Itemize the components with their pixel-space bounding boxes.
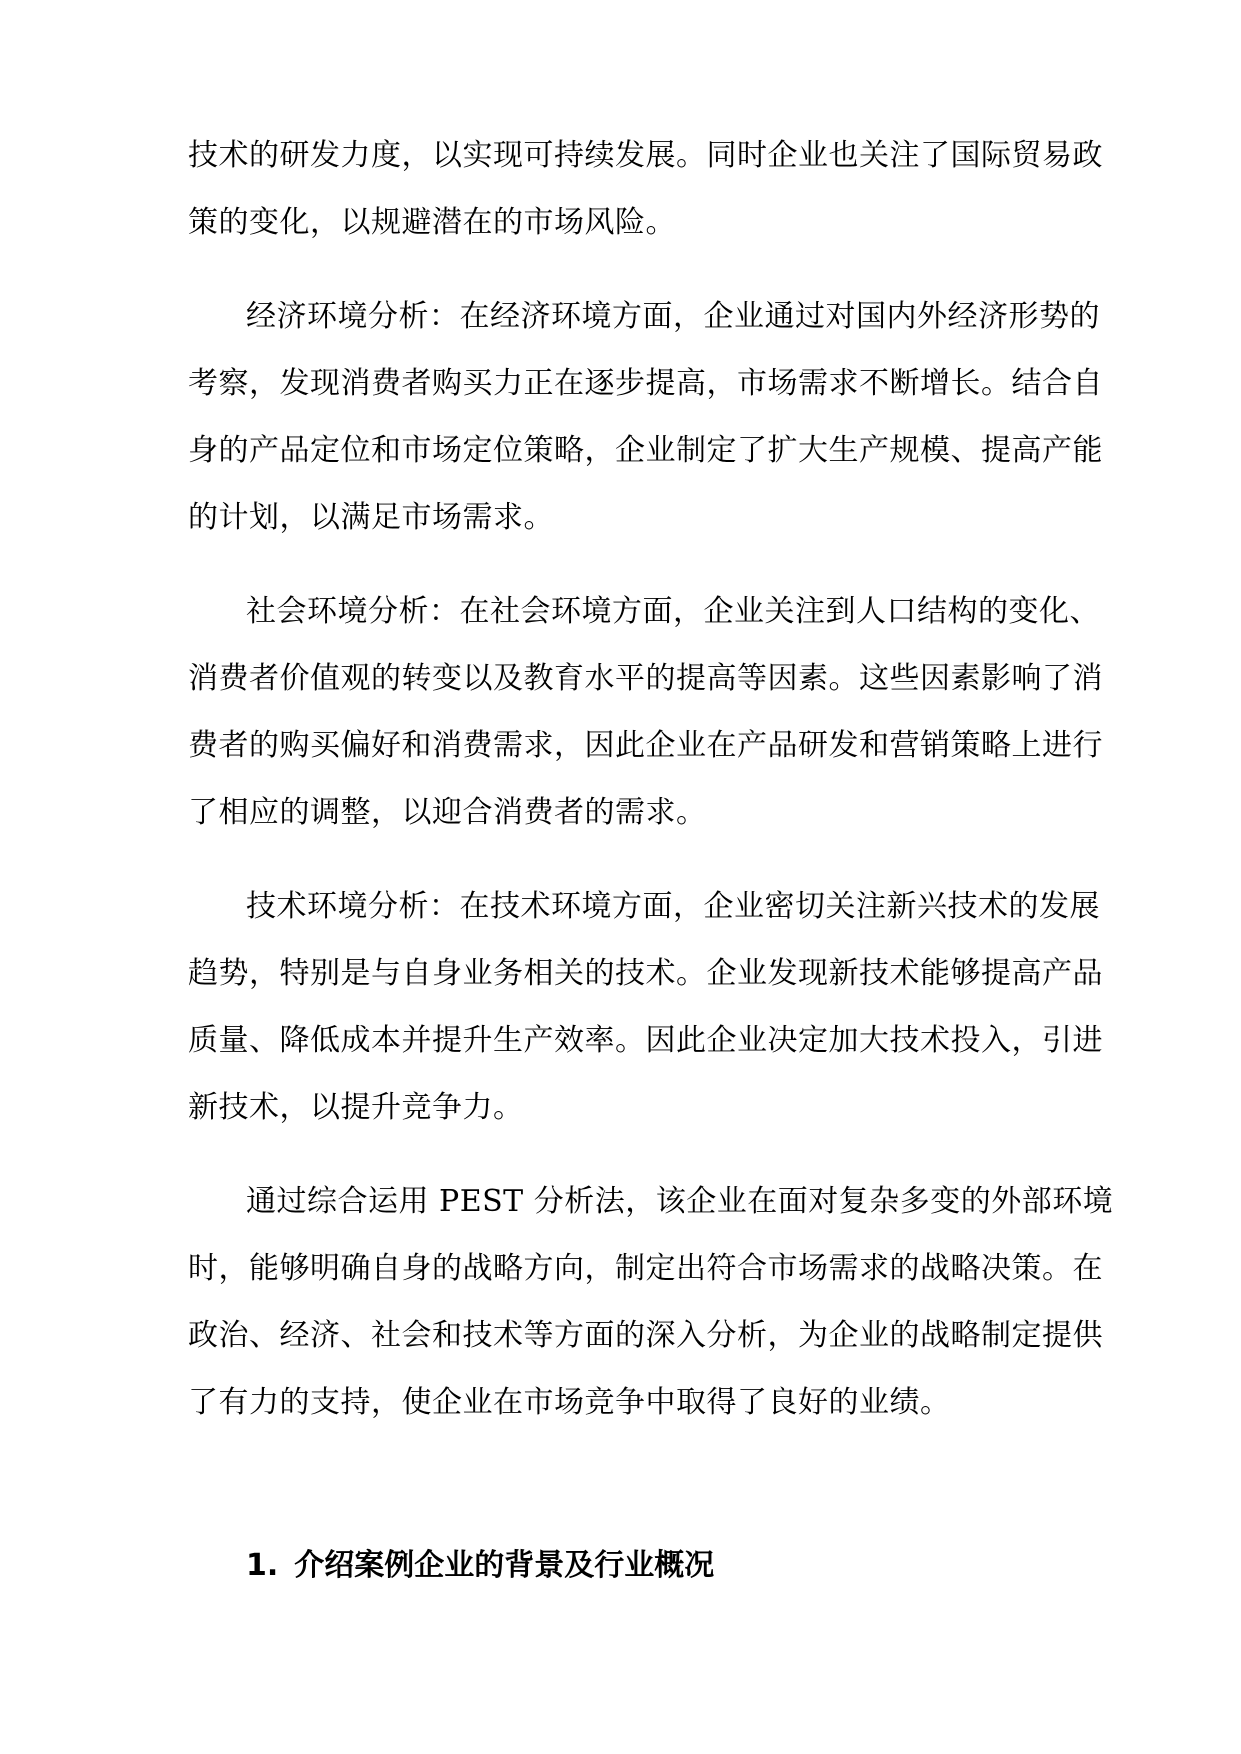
text-line: 技术的研发力度，以实现可持续发展。同时企业也关注了国际贸易政 [188, 138, 1103, 173]
text-line: 考察，发现消费者购买力正在逐步提高，市场需求不断增长。结合自 [188, 366, 1103, 401]
text-line: 新技术，以提升竞争力。 [188, 1090, 524, 1125]
text-line: 了相应的调整，以迎合消费者的需求。 [188, 795, 707, 830]
text-line: 趋势，特别是与自身业务相关的技术。企业发现新技术能够提高产品 [188, 956, 1103, 991]
text-line: 社会环境分析：在社会环境方面，企业关注到人口结构的变化、 [246, 594, 1100, 629]
section-heading [246, 1546, 714, 1586]
text-line: 技术环境分析：在技术环境方面，企业密切关注新兴技术的发展 [246, 889, 1100, 924]
text-line: 政治、经济、社会和技术等方面的深入分析，为企业的战略制定提供 [188, 1318, 1103, 1353]
text-line: 时，能够明确自身的战略方向，制定出符合市场需求的战略决策。在 [188, 1251, 1103, 1286]
section-number: 1. [246, 1548, 279, 1583]
text-line: 质量、降低成本并提升生产效率。因此企业决定加大技术投入，引进 [188, 1023, 1103, 1058]
text-line: 身的产品定位和市场定位策略，企业制定了扩大生产规模、提高产能 [188, 433, 1103, 468]
text-line: 消费者价值观的转变以及教育水平的提高等因素。这些因素影响了消 [188, 661, 1103, 696]
text-line: 费者的购买偏好和消费需求，因此企业在产品研发和营销策略上进行 [188, 728, 1103, 763]
section-title: 介绍案例企业的背景及行业概况 [294, 1548, 715, 1583]
text-line: 策的变化，以规避潜在的市场风险。 [188, 205, 676, 240]
text-line: 经济环境分析：在经济环境方面，企业通过对国内外经济形势的 [246, 299, 1100, 334]
text-line: 了有力的支持，使企业在市场竞争中取得了良好的业绩。 [188, 1385, 951, 1420]
text-line: 的计划，以满足市场需求。 [188, 500, 554, 535]
text-line: 通过综合运用 PEST 分析法，该企业在面对复杂多变的外部环境 [246, 1184, 1114, 1219]
